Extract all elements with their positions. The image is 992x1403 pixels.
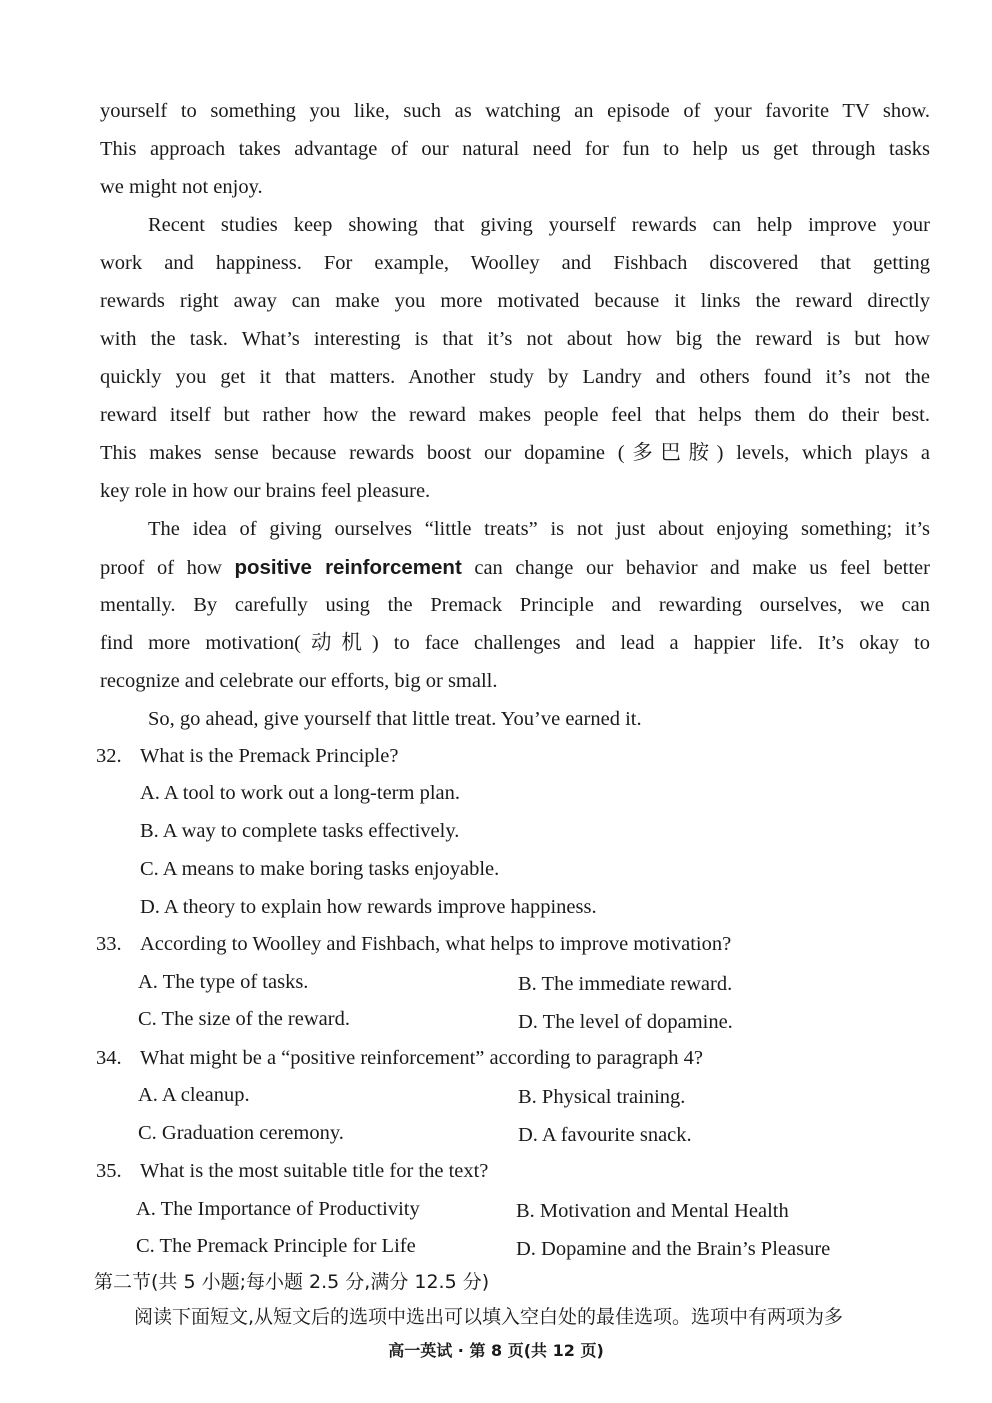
paragraph-3-line-2-pre: proof of how: [100, 557, 235, 579]
paragraph-2-line-2: work and happiness. For example, Woolley and Fishbach discovered that getting: [100, 252, 930, 274]
paragraph-2-line-3: rewards right away can make you more motivated because it links the reward directly: [100, 290, 930, 312]
question-35-option-c[interactable]: C. The Premack Principle for Life: [136, 1235, 416, 1257]
question-33: [96, 926, 731, 963]
question-text: What might be a “positive reinforcement” according to paragraph 4?: [140, 1047, 703, 1069]
question-number: 35.: [96, 1160, 122, 1182]
paragraph-1-line-2: This approach takes advantage of our natural need for fun to help us get through tasks: [100, 138, 930, 160]
paragraph-2-line-5: quickly you get it that matters. Another study by Landry and others found it’s not the: [100, 366, 930, 388]
question-33-option-c[interactable]: C. The size of the reward.: [138, 1008, 350, 1030]
question-34-option-b[interactable]: B. Physical training.: [518, 1086, 686, 1108]
question-34-option-a[interactable]: A. A cleanup.: [138, 1084, 250, 1106]
question-35: [96, 1153, 488, 1190]
paragraph-2-line-8: key role in how our brains feel pleasure.: [100, 480, 431, 502]
paragraph-2-line-1: Recent studies keep showing that giving yourself rewards can help improve your: [148, 214, 930, 236]
question-text: What is the most suitable title for the text?: [140, 1160, 489, 1182]
question-34-option-c[interactable]: C. Graduation ceremony.: [138, 1122, 344, 1144]
paragraph-3-line-5: recognize and celebrate our efforts, big or small.: [100, 670, 498, 692]
question-32-option-a[interactable]: A. A tool to work out a long-term plan.: [140, 782, 460, 804]
question-number: 32.: [96, 745, 122, 767]
question-32-option-b[interactable]: B. A way to complete tasks effectively.: [140, 820, 460, 842]
question-number: 34.: [96, 1047, 122, 1069]
question-33-option-d[interactable]: D. The level of dopamine.: [518, 1011, 733, 1033]
question-text: According to Woolley and Fishbach, what helps to improve motivation?: [140, 933, 732, 955]
question-34: [96, 1040, 703, 1077]
paragraph-4: So, go ahead, give yourself that little treat. You’ve earned it.: [148, 708, 642, 730]
paragraph-1-line-1: yourself to something you like, such as watching an episode of your favorite TV show.: [100, 100, 930, 122]
section-2-instruction: 阅读下面短文,从短文后的选项中选出可以填入空白处的最佳选项。选项中有两项为多: [134, 1306, 844, 1328]
paragraph-2-line-4: with the task. What’s interesting is that it’s not about how big the reward is but how: [100, 328, 930, 350]
question-35-option-d[interactable]: D. Dopamine and the Brain’s Pleasure: [516, 1238, 831, 1260]
paragraph-2-line-6: reward itself but rather how the reward makes people feel that helps them do their best.: [100, 404, 930, 426]
paragraph-2-line-7: This makes sense because rewards boost our dopamine (多巴胺) levels, which plays a: [100, 442, 930, 464]
question-32-option-d[interactable]: D. A theory to explain how rewards improve happiness.: [140, 896, 597, 918]
question-number: 33.: [96, 933, 122, 955]
paragraph-3-line-3: mentally. By carefully using the Premack Principle and rewarding ourselves, we can: [100, 594, 930, 616]
question-text: What is the Premack Principle?: [140, 745, 399, 767]
paragraph-1-line-3: we might not enjoy.: [100, 176, 263, 198]
question-35-option-b[interactable]: B. Motivation and Mental Health: [516, 1200, 789, 1222]
question-32: [96, 738, 398, 775]
paragraph-3-line-1: The idea of giving ourselves “little treats” is not just about enjoying something; it’s: [148, 518, 930, 540]
section-2-title: 第二节(共 5 小题;每小题 2.5 分,满分 12.5 分): [94, 1271, 490, 1293]
question-32-option-c[interactable]: C. A means to make boring tasks enjoyable.: [140, 858, 500, 880]
paragraph-3-line-2-post: can change our behavior and make us feel better: [461, 557, 930, 579]
paragraph-3-line-2: [100, 549, 930, 588]
question-33-option-a[interactable]: A. The type of tasks.: [138, 971, 309, 993]
page-footer: 高一英试 · 第 8 页(共 12 页): [388, 1341, 604, 1360]
question-34-option-d[interactable]: D. A favourite snack.: [518, 1124, 692, 1146]
question-33-option-b[interactable]: B. The immediate reward.: [518, 973, 733, 995]
positive-reinforcement-term: positive reinforcement: [234, 556, 462, 579]
paragraph-3-line-4: find more motivation(动机) to face challenges and lead a happier life. It’s okay to: [100, 632, 930, 654]
question-35-option-a[interactable]: A. The Importance of Productivity: [136, 1198, 420, 1220]
